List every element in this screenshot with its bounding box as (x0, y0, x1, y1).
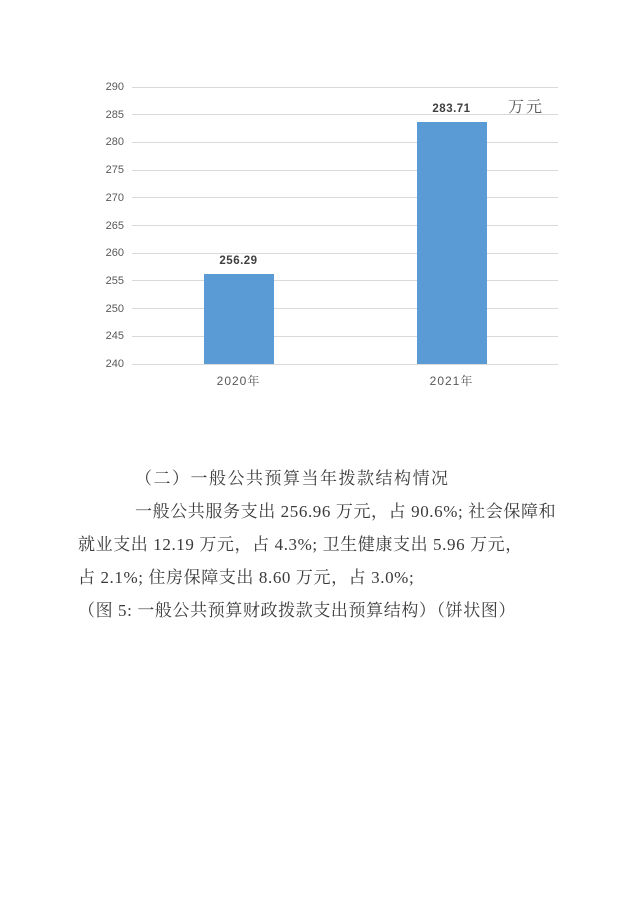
gridline (132, 308, 558, 309)
gridline (132, 253, 558, 254)
bar-value-label: 256.29 (219, 254, 258, 267)
body-line: 占 2.1%; 住房保障支出 8.60 万元，占 3.0%; (78, 568, 415, 587)
bar-2021年 (417, 122, 487, 364)
gridline (132, 87, 558, 88)
x-axis-category-label: 2020年 (216, 374, 261, 388)
y-axis-tick-label: 260 (105, 247, 124, 260)
section-heading: （二）一般公共预算当年拨款结构情况 (135, 469, 450, 488)
y-axis-tick-label: 280 (105, 136, 124, 149)
y-axis-tick-label: 255 (105, 274, 124, 287)
y-axis-tick-label: 240 (105, 358, 124, 370)
bar-2020年 (204, 274, 274, 364)
gridline (132, 364, 558, 365)
y-axis-tick-label: 290 (105, 81, 124, 93)
y-axis-tick-label: 245 (105, 330, 124, 343)
body-text-block (78, 462, 572, 627)
y-axis-tick-label: 275 (105, 164, 124, 177)
bar-chart (0, 0, 640, 400)
chart-plot (105, 81, 558, 388)
gridline (132, 197, 558, 198)
figure-caption: （图 5: 一般公共预算财政拨款支出预算结构）（饼状图） (78, 601, 517, 620)
y-axis-tick-label: 250 (105, 302, 124, 315)
gridline (132, 225, 558, 226)
body-line: 一般公共服务支出 256.96 万元，占 90.6%; 社会保障和 (135, 502, 557, 521)
y-axis-tick-label: 265 (105, 219, 124, 232)
gridline (132, 142, 558, 143)
gridline (132, 336, 558, 337)
gridline (132, 280, 558, 281)
x-axis-category-label: 2021年 (429, 374, 474, 388)
bar-value-label: 283.71 (432, 102, 471, 115)
chart-unit-label: 万元 (508, 99, 545, 116)
body-line: 就业支出 12.19 万元，占 4.3%; 卫生健康支出 5.96 万元， (78, 535, 523, 554)
y-axis-tick-label: 285 (105, 108, 124, 121)
gridline (132, 170, 558, 171)
y-axis-tick-label: 270 (105, 191, 124, 204)
